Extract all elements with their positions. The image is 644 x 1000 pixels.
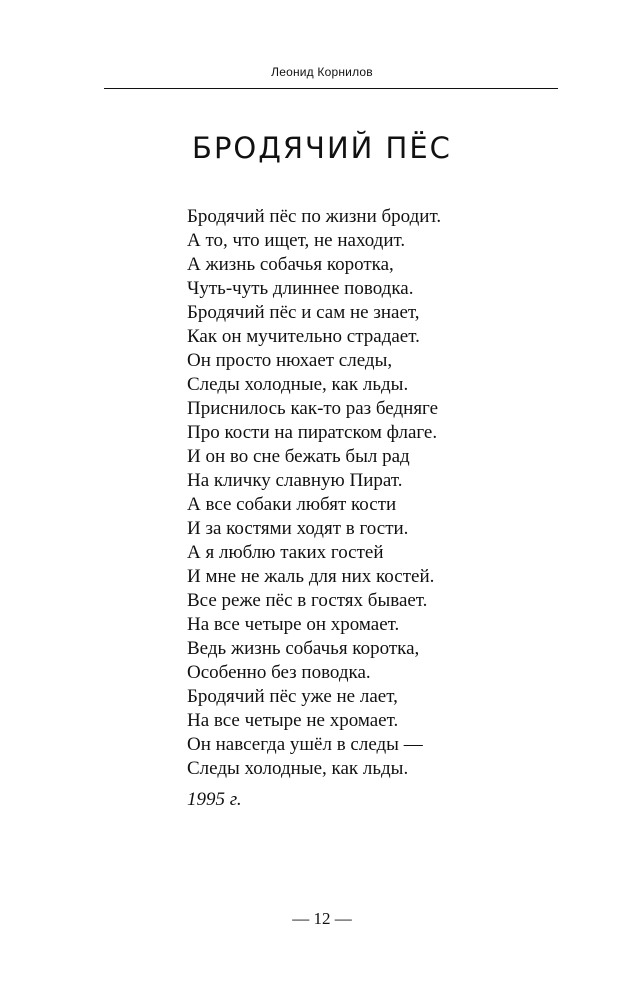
poem-line: Особенно без поводка. (187, 662, 371, 683)
poem-line: Бродячий пёс уже не лает, (187, 686, 398, 707)
poem-line: И за костями ходят в гости. (187, 518, 409, 539)
poem-line: Приснилось как-то раз бедняге (187, 398, 439, 419)
poem-line: И он во сне бежать был рад (187, 446, 410, 467)
poem-line: Он навсегда ушёл в следы — (187, 734, 423, 755)
poem-line: На кличку славную Пират. (187, 470, 403, 491)
poem-line: На все четыре не хромает. (187, 710, 399, 731)
poem-line: Ведь жизнь собачья коротка, (187, 638, 420, 659)
poem-line: А я люблю таких гостей (187, 542, 384, 563)
poem-line: Следы холодные, как льды. (187, 758, 409, 779)
poem-body (187, 205, 441, 781)
poem-line: Чуть-чуть длиннее поводка. (187, 278, 414, 299)
poem-line: А все собаки любят кости (187, 494, 397, 515)
poem-line: Как он мучительно страдает. (187, 326, 420, 347)
poem-line: Все реже пёс в гостях бывает. (187, 590, 428, 611)
header-rule (104, 88, 558, 89)
poem-line: Бродячий пёс по жизни бродит. (187, 206, 442, 227)
page-number: — 12 — (292, 909, 352, 928)
poem-date: 1995 г. (187, 789, 242, 810)
poem-line: А то, что ищет, не находит. (187, 230, 406, 251)
poem-title: БРОДЯЧИЙ ПЁС (192, 131, 452, 165)
poem-line: Бродячий пёс и сам не знает, (187, 302, 420, 323)
poem-line: На все четыре он хромает. (187, 614, 400, 635)
poem-line: Следы холодные, как льды. (187, 374, 409, 395)
poem-line: И мне не жаль для них костей. (187, 566, 435, 587)
poem-line: А жизнь собачья коротка, (187, 254, 394, 275)
poem-line: Про кости на пиратском флаге. (187, 422, 438, 443)
running-head: Леонид Корнилов (271, 65, 373, 79)
poem-line: Он просто нюхает следы, (187, 350, 393, 371)
